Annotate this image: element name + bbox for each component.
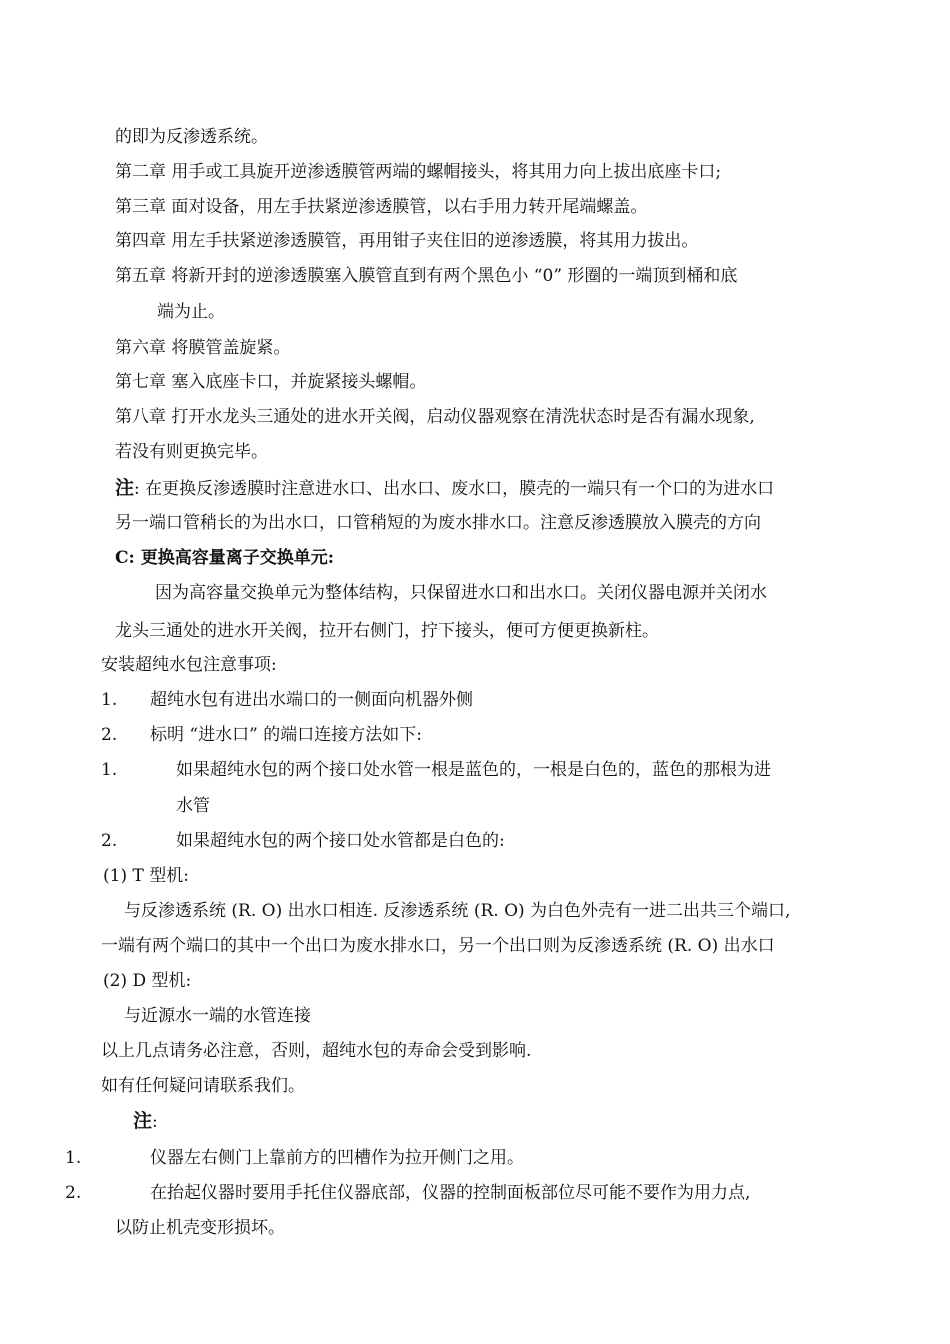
step-5-continued: 端为止。 (157, 302, 225, 322)
contact-line: 如有任何疑问请联系我们。 (101, 1076, 305, 1096)
list-number: 1. (101, 690, 118, 710)
list-item: 仪器左右侧门上靠前方的凹槽作为拉开侧门之用。 (150, 1148, 524, 1168)
list-item: 如果超纯水包的两个接口处水管都是白色的: (176, 831, 505, 851)
step-4: 第四章 用左手扶紧逆渗透膜管，再用钳子夹住旧的逆渗透膜，将其用力拔出。 (115, 231, 699, 251)
note-continued: 另一端口管稍长的为出水口，口管稍短的为废水排水口。注意反渗透膜放入膜壳的方向 (115, 513, 761, 533)
paragraph-line: 与近源水一端的水管连接 (124, 1006, 311, 1026)
list-item: 超纯水包有进出水端口的一侧面向机器外侧 (150, 690, 473, 710)
note-label: 注 (115, 477, 135, 499)
note-label: 注 (133, 1110, 153, 1132)
section-heading: C: 更换高容量离子交换单元: (115, 548, 334, 568)
step-2: 第二章 用手或工具旋开逆渗透膜管两端的螺帽接头，将其用力向上拔出底座卡口; (115, 162, 722, 182)
text-line: 的即为反渗透系统。 (115, 127, 268, 147)
paragraph-line: 龙头三通处的进水开关阀，拉开右侧门，拧下接头，便可方便更换新柱。 (115, 621, 659, 641)
list-number: 1. (101, 760, 118, 780)
paragraph-line: 因为高容量交换单元为整体结构，只保留进水口和出水口。关闭仪器电源并关闭水 (155, 583, 767, 603)
list-item-continued: 水管 (176, 796, 210, 816)
paragraph-line: 一端有两个端口的其中一个出口为废水排水口，另一个出口则为反渗透系统 (R. O) 出水口 (101, 936, 775, 956)
step-8-continued: 若没有则更换完毕。 (115, 442, 268, 462)
step-3: 第三章 面对设备，用左手扶紧逆渗透膜管，以右手用力转开尾端螺盖。 (115, 197, 648, 217)
step-6: 第六章 将膜管盖旋紧。 (115, 338, 291, 358)
list-item: 如果超纯水包的两个接口处水管一根是蓝色的，一根是白色的，蓝色的那根为进 (176, 760, 771, 780)
list-number: 2. (101, 831, 118, 851)
list-item: 标明 “进水口” 的端口连接方法如下: (150, 725, 422, 745)
machine-type: (1) T 型机: (103, 866, 189, 886)
note-line (115, 477, 774, 500)
list-number: 2. (65, 1183, 82, 1203)
subheading: 安装超纯水包注意事项: (101, 655, 277, 675)
warning-line: 以上几点请务必注意，否则，超纯水包的寿命会受到影响. (101, 1041, 532, 1061)
step-7: 第七章 塞入底座卡口，并旋紧接头螺帽。 (115, 372, 427, 392)
note-text: : 在更换反渗透膜时注意进水口、出水口、废水口，膜壳的一端只有一个口的为进水口 (134, 479, 775, 499)
paragraph-line: 与反渗透系统 (R. O) 出水口相连. 反渗透系统 (R. O) 为白色外壳有一进二出共三个端口, (124, 901, 791, 921)
machine-type: (2) D 型机: (103, 971, 192, 991)
list-number: 1. (65, 1148, 82, 1168)
list-item-continued: 以防止机壳变形损坏。 (115, 1218, 285, 1238)
list-number: 2. (101, 725, 118, 745)
note-colon: : (152, 1112, 158, 1132)
note-heading (133, 1110, 158, 1133)
step-5: 第五章 将新开封的逆渗透膜塞入膜管直到有两个黑色小 “0” 形圈的一端顶到桶和底 (115, 266, 738, 286)
step-8: 第八章 打开水龙头三通处的进水开关阀，启动仪器观察在清洗状态时是否有漏水现象, (115, 407, 755, 427)
list-item: 在抬起仪器时要用手托住仪器底部，仪器的控制面板部位尽可能不要作为用力点, (150, 1183, 751, 1203)
